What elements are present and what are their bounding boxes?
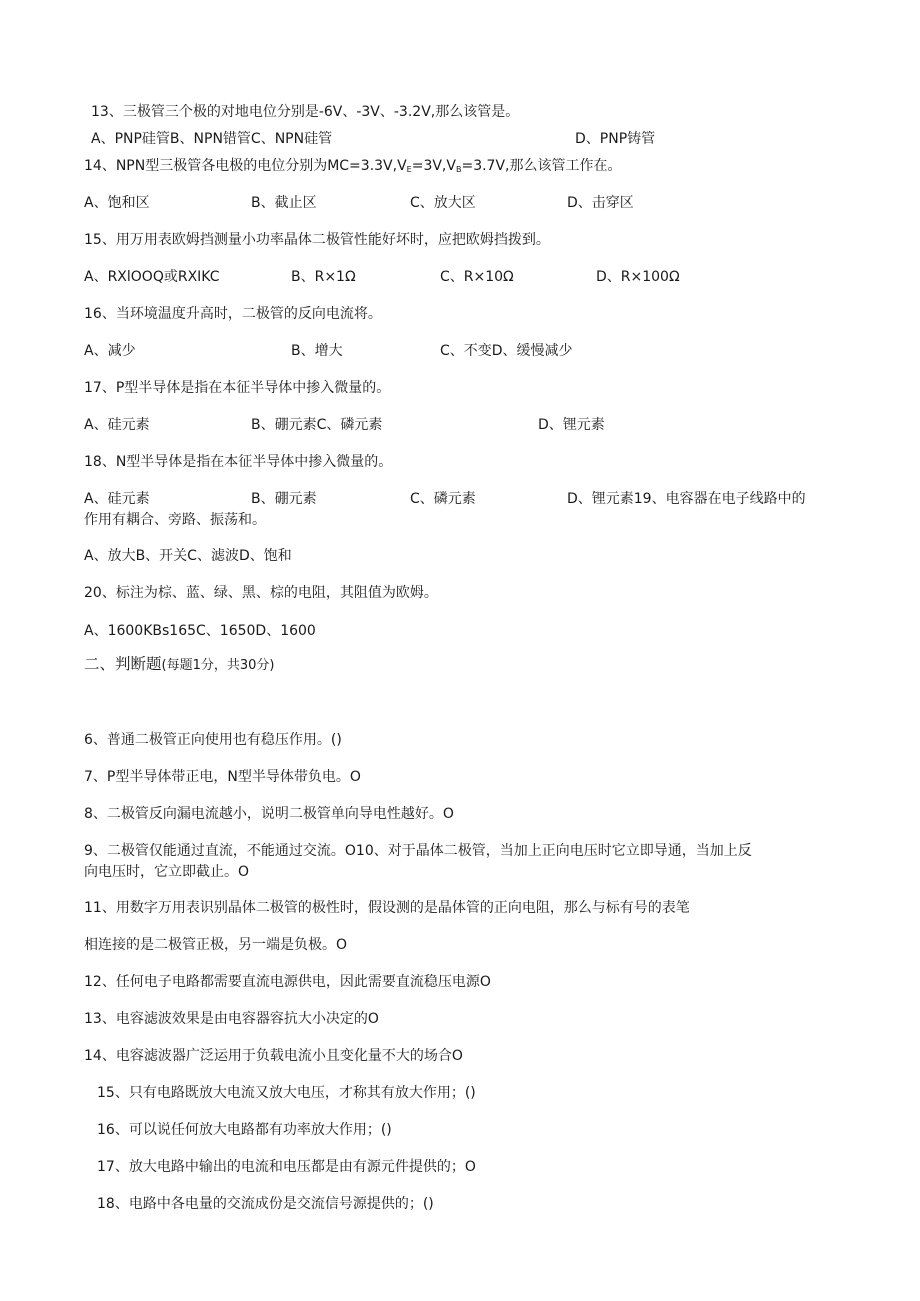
question-18-stem: 18、N型半导体是指在本征半导体中掺入微量的。 — [84, 454, 393, 470]
section-title: 二、判断题 — [84, 655, 162, 673]
question-17-option-bc: B、硼元素C、磷元素 — [251, 417, 383, 433]
judgment-item: 12、任何电子电路都需要直流电源供电，因此需要直流稳压电源O — [84, 974, 491, 990]
question-18-option-b: B、硼元素 — [251, 491, 317, 507]
question-13-options-abc: A、PNP硅管B、NPN错管C、NPN硅管 — [91, 131, 333, 147]
judgment-item: 17、放大电路中输出的电流和电压都是由有源元件提供的；O — [97, 1159, 476, 1175]
question-18-option-c: C、磷元素 — [410, 491, 476, 507]
question-19-stem-wrap: 作用有耦合、旁路、振荡和。 — [84, 512, 266, 528]
question-14-option-c: C、放大区 — [410, 195, 476, 211]
judgment-item: 11、用数字万用表识别晶体二极管的极性时，假设测的是晶体管的正向电阻，那么与标有号的表笔 — [84, 900, 690, 916]
question-14-option-d: D、击穿区 — [567, 195, 634, 211]
question-13-option-d: D、PNP铸管 — [575, 131, 656, 147]
question-18-option-a: A、硅元素 — [84, 491, 150, 507]
question-17-option-d: D、锂元素 — [538, 417, 605, 433]
question-15-option-a: A、RXlOOQ或RXIKC — [84, 269, 220, 285]
judgment-item: 7、P型半导体带正电，N型半导体带负电。O — [84, 769, 361, 785]
judgment-item-wrap: 相连接的是二极管正极，另一端是负极。O — [84, 937, 348, 953]
judgment-item: 6、普通二极管正向使用也有稳压作用。() — [84, 732, 342, 748]
question-20-options: A、1600KBs165C、1650D、1600 — [84, 623, 316, 639]
question-15-option-d: D、R×100Ω — [596, 269, 680, 285]
question-14-option-a: A、饱和区 — [84, 195, 150, 211]
question-18-option-d: D、锂元素19、电容器在电子线路中的 — [567, 491, 806, 507]
section-heading — [84, 654, 274, 676]
judgment-item: 13、电容滤波效果是由电容器容抗大小决定的O — [84, 1011, 379, 1027]
judgment-item: 8、二极管反向漏电流越小，说明二极管单向导电性越好。O — [84, 806, 454, 822]
question-15-option-b: B、R×1Ω — [291, 269, 356, 285]
judgment-item: 18、电路中各电量的交流成份是交流信号源提供的；() — [97, 1196, 434, 1212]
question-14-stem: 14、NPN型三极管各电极的电位分别为$MC=3.3V,V_E=3V,V_B=3.7V$,那么该管工作在。 — [84, 158, 622, 174]
judgment-item: 15、只有电路既放大电流又放大电压，才称其有放大作用；() — [97, 1085, 476, 1101]
question-13-stem: 13、三极管三个极的对地电位分别是-6V、-3V、-3.2V,那么该管是。 — [91, 104, 520, 120]
question-16-option-b: B、增大 — [291, 343, 343, 359]
question-16-stem: 16、当环境温度升高时，二极管的反向电流将。 — [84, 306, 382, 322]
judgment-item: 14、电容滤波器广泛运用于负载电流小且变化量不大的场合O — [84, 1048, 463, 1064]
question-17-stem: 17、P型半导体是指在本征半导体中掺入微量的。 — [84, 380, 391, 396]
judgment-item: 16、可以说任何放大电路都有功率放大作用；() — [97, 1122, 392, 1138]
judgment-item-wrap: 向电压时，它立即截止。O — [84, 864, 250, 880]
question-15-option-c: C、R×10Ω — [440, 269, 514, 285]
question-16-option-a: A、减少 — [84, 343, 136, 359]
question-20-stem: 20、标注为棕、蓝、绿、黑、棕的电阻，其阻值为欧姆。 — [84, 585, 438, 601]
question-14-option-b: B、截止区 — [251, 195, 317, 211]
section-note: (每题1分，共30分) — [161, 658, 275, 673]
question-19-options: A、放大B、开关C、滤波D、饱和 — [84, 548, 292, 564]
question-17-option-a: A、硅元素 — [84, 417, 150, 433]
question-16-option-cd: C、不变D、缓慢减少 — [440, 343, 573, 359]
question-15-stem: 15、用万用表欧姆挡测量小功率晶体二极管性能好坏时，应把欧姆挡拨到。 — [84, 232, 550, 248]
judgment-item: 9、二极管仅能通过直流，不能通过交流。O10、对于晶体二极管，当加上正向电压时它立即导通，当加上反 — [84, 843, 752, 859]
